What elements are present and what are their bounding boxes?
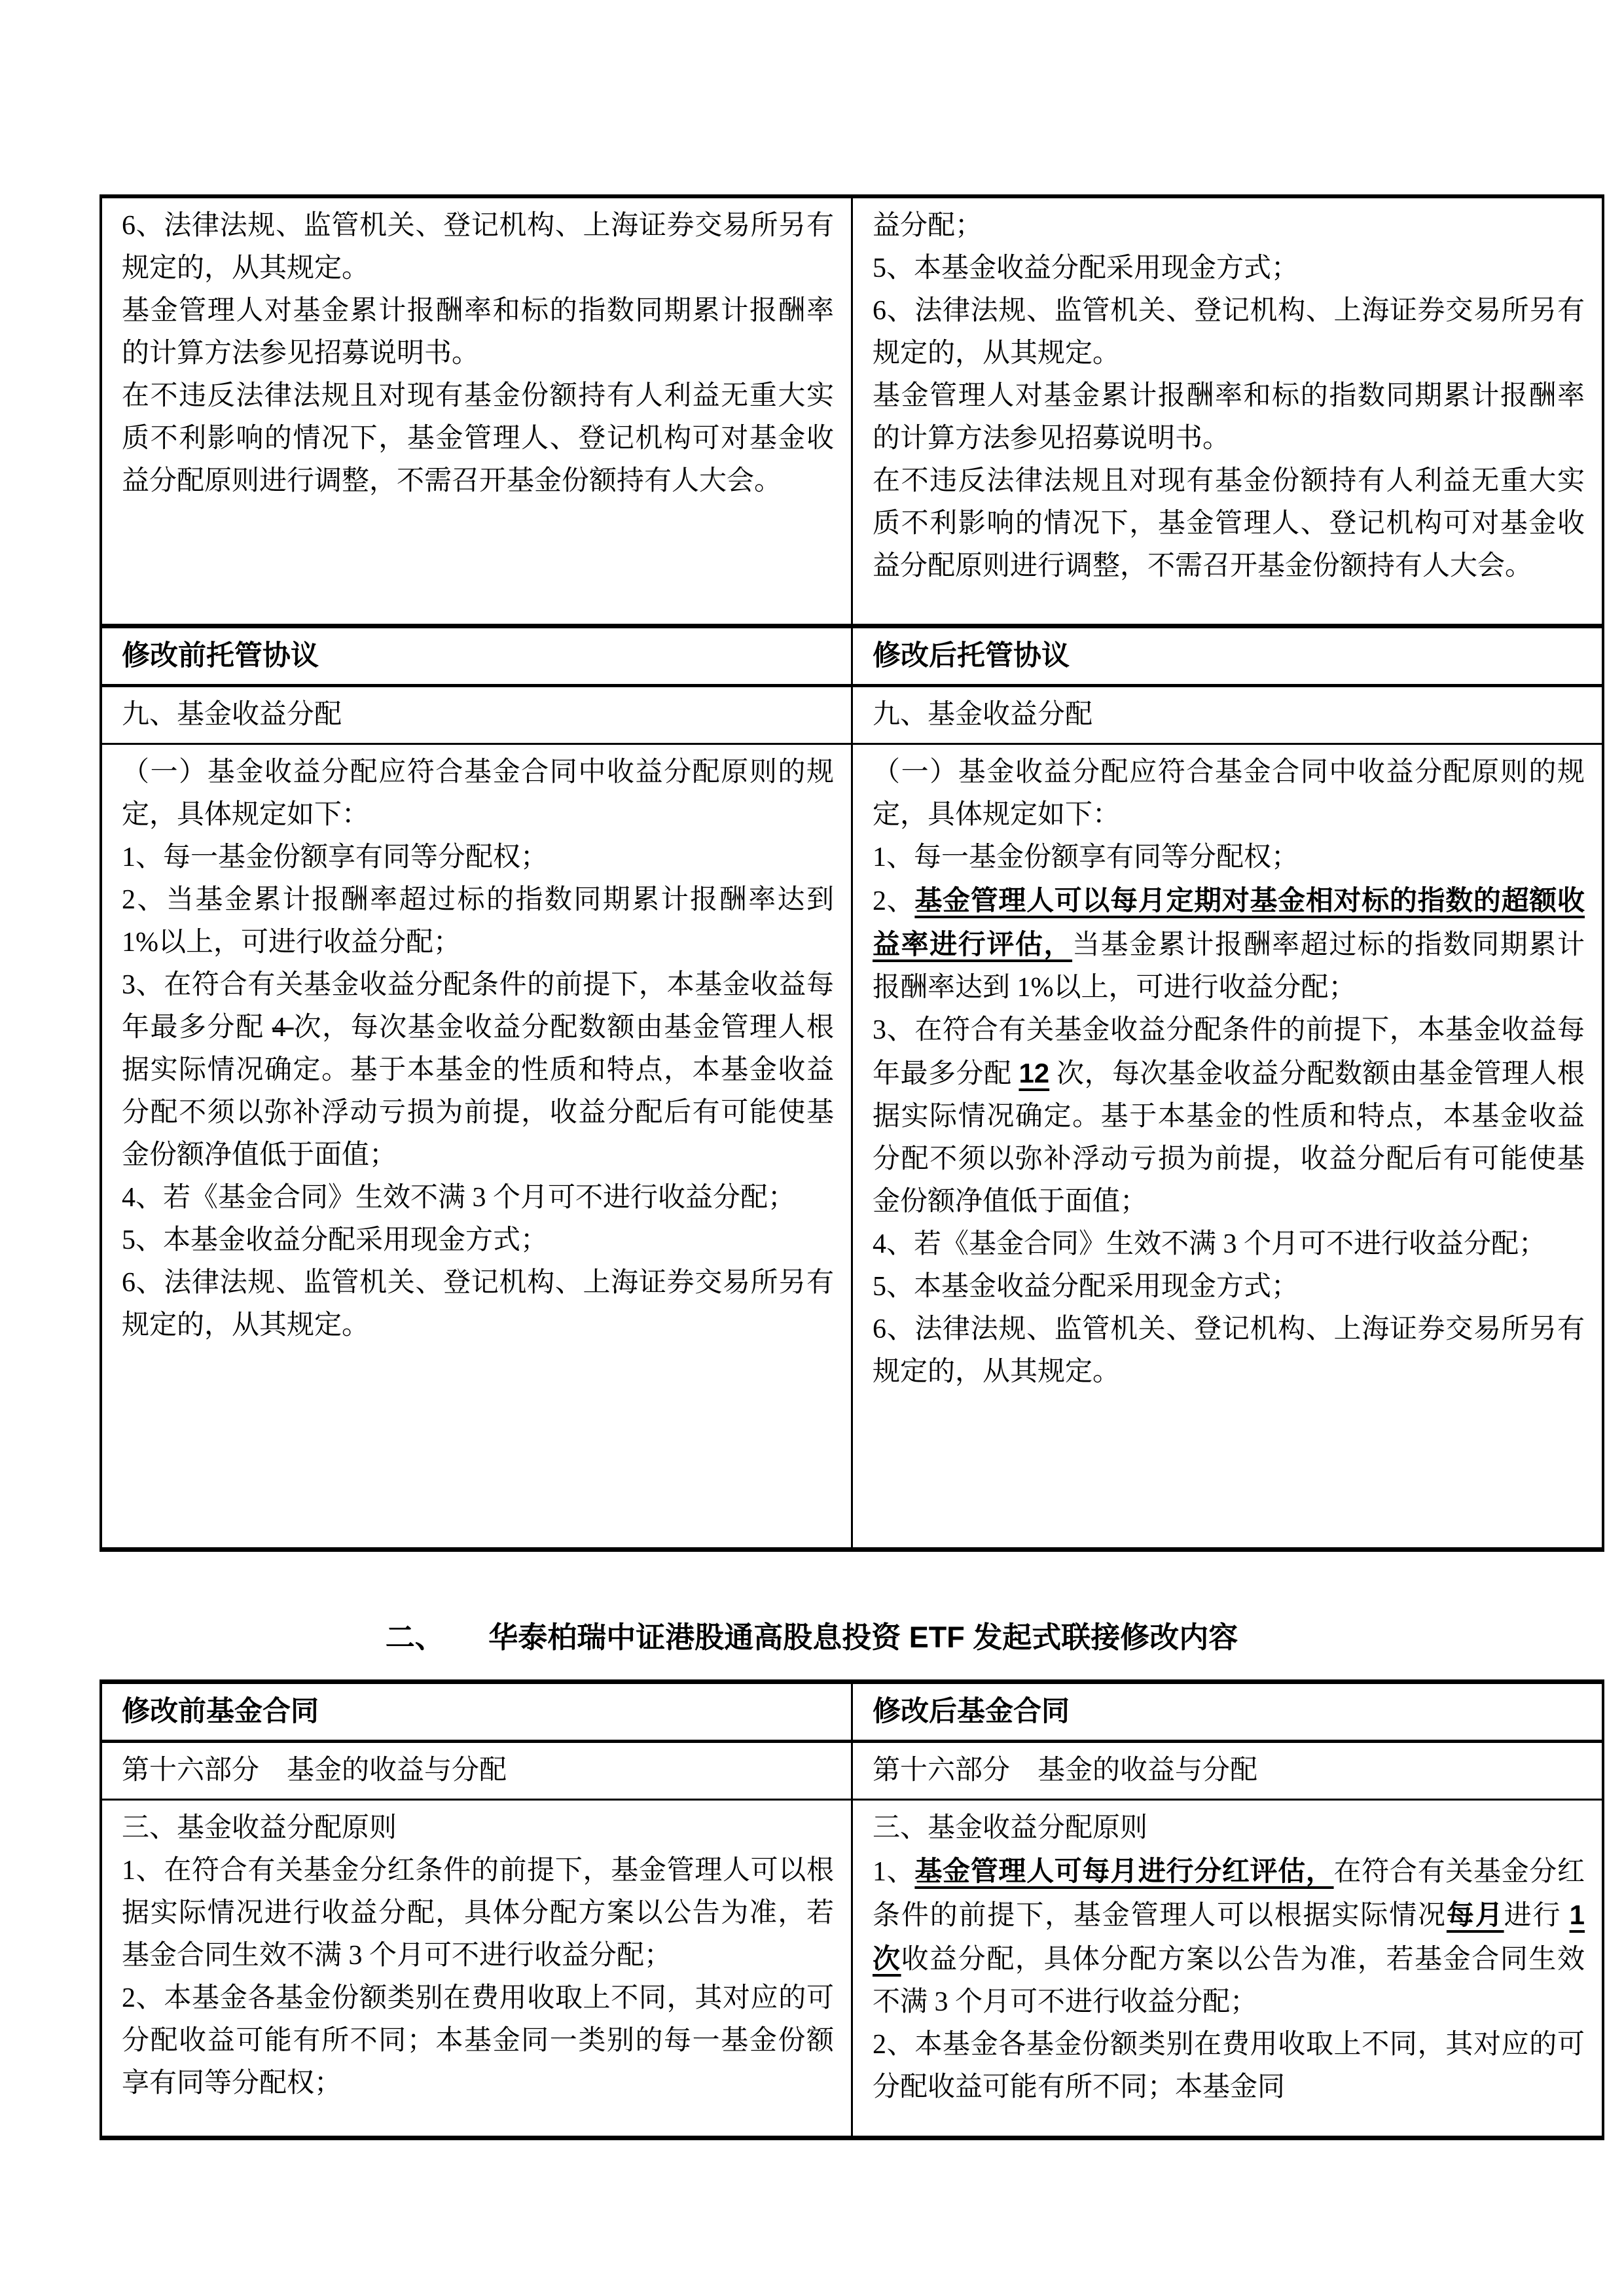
text-run: 1、 (873, 1857, 915, 1887)
text-run: 在不违反法律法规且对现有基金份额持有人利益无重大实质不利影响的情况下，基金管理人、登记机构可对基金收益分配原则进行调整，不需召开基金份额持有人大会。 (122, 381, 834, 496)
paragraph (873, 290, 1585, 375)
text-run: 1、每一基金份额享有同等分配权； (873, 842, 1299, 872)
added-text-run: 基金管理人可以每月定期对基金相对标的指数的超额收益率进行评估， (873, 885, 1585, 960)
paragraph (873, 879, 1585, 1009)
post-modification-custody-header-cell: 修改后托管协议 (852, 626, 1604, 686)
continuation-cell-after (852, 196, 1604, 626)
paragraph (873, 205, 1585, 247)
pre-modification-contract-header-cell: 修改前基金合同 (101, 1682, 852, 1742)
part-cell-after: 第十六部分 基金的收益与分配 (852, 1742, 1604, 1800)
added-text-run: 每月 (1446, 1899, 1504, 1930)
text-run: 基金管理人对基金累计报酬率和标的指数同期累计报酬率的计算方法参见招募说明书。 (873, 381, 1585, 454)
text-run: 进行 (1504, 1901, 1570, 1931)
paragraph (122, 1219, 834, 1262)
post-modification-contract-header-cell: 修改后基金合同 (852, 1682, 1604, 1742)
fund-contract-comparison-table (99, 1679, 1604, 2140)
text-run: 2、 (873, 886, 915, 916)
text-run: 三、基金收益分配原则 (873, 1813, 1148, 1843)
part-sixteen-row (101, 1742, 1603, 1800)
paragraph (873, 1266, 1585, 1308)
paragraph (122, 751, 834, 836)
text-run: 在不违反法律法规且对现有基金份额持有人利益无重大实质不利影响的情况下，基金管理人、登记机构可对基金收益分配原则进行调整，不需召开基金份额持有人大会。 (873, 466, 1585, 581)
text-run: 收益分配，具体分配方案以公告为准，若基金合同生效不满 3 个月可不进行收益分配； (873, 1945, 1585, 2017)
paragraph (873, 1807, 1585, 1850)
paragraph (873, 836, 1585, 879)
top-margin (0, 0, 1624, 194)
paragraph (122, 375, 834, 503)
text-run: 2、当基金累计报酬率超过标的指数同期累计报酬率达到 1%以上，可进行收益分配； (122, 885, 834, 958)
paragraph (122, 205, 834, 290)
added-text-run: 12 (1019, 1058, 1050, 1088)
text-run: 3、在符合有关基金收益分配条件的前提下，本基金收益每年最多分配 (873, 1015, 1585, 1089)
text-run: 6、法律法规、监管机关、登记机构、上海证券交易所另有规定的，从其规定。 (873, 1314, 1585, 1387)
text-run: 2、本基金各基金份额类别在费用收取上不同，其对应的可分配收益可能有所不同；本基金同 (873, 2030, 1585, 2102)
paragraph (122, 1262, 834, 1347)
text-run: 6、法律法规、监管机关、登记机构、上海证券交易所另有规定的，从其规定。 (122, 211, 834, 283)
continuation-cell-before (101, 196, 852, 626)
fund-contract-header-row (101, 1682, 1603, 1742)
text-run: （一）基金收益分配应符合基金合同中收益分配原则的规定，具体规定如下： (122, 757, 834, 830)
text-run: 2、本基金各基金份额类别在费用收取上不同，其对应的可分配收益可能有所不同；本基金同一类别的每一基金份额享有同等分配权； (122, 1983, 834, 2098)
text-run: 1、每一基金份额享有同等分配权； (122, 842, 549, 872)
paragraph (873, 375, 1585, 460)
continuation-row (101, 196, 1603, 626)
section-cell-before: 九、基金收益分配 (101, 686, 852, 744)
text-run: 5、本基金收益分配采用现金方式； (122, 1225, 549, 1255)
section-two-title: 二、 华泰柏瑞中证港股通高股息投资 ETF 发起式联接修改内容 (385, 1621, 1238, 1654)
principles-cell-after (852, 1800, 1604, 2138)
paragraph (873, 247, 1585, 290)
text-run: 益分配； (873, 211, 983, 241)
paragraph (122, 1850, 834, 1977)
text-run: 6、法律法规、监管机关、登记机构、上海证券交易所另有规定的，从其规定。 (122, 1268, 834, 1340)
pre-modification-custody-header-cell: 修改前托管协议 (101, 626, 852, 686)
paragraph (122, 1177, 834, 1219)
paragraph (122, 836, 834, 879)
paragraph (122, 879, 834, 964)
distribution-principles-row (101, 1800, 1603, 2138)
paragraph (873, 1308, 1585, 1393)
text-run: 6、法律法规、监管机关、登记机构、上海证券交易所另有规定的，从其规定。 (873, 296, 1585, 368)
added-text-run: 1 次 (873, 1899, 1585, 1974)
principles-cell-before (101, 1800, 852, 2138)
paragraph (122, 1807, 834, 1850)
text-run: 3、在符合有关基金收益分配条件的前提下，本基金收益每年最多分配 (122, 970, 834, 1043)
paragraph (873, 460, 1585, 588)
distribution-rules-cell-after (852, 744, 1604, 1550)
part-cell-before: 第十六部分 基金的收益与分配 (101, 1742, 852, 1800)
paragraph (873, 1223, 1585, 1266)
custody-header-row (101, 626, 1603, 686)
paragraph (122, 290, 834, 375)
added-text-run: 基金管理人可每月进行分红评估， (914, 1856, 1334, 1886)
paragraph (122, 1977, 834, 2105)
text-run: 次，每次基金收益分配数额由基金管理人根据实际情况确定。基于本基金的性质和特点，本基金收益分配不须以弥补浮动亏损为前提，收益分配后有可能使基金份额净值低于面值； (873, 1059, 1585, 1217)
deleted-text-run: 4 (272, 1013, 294, 1043)
text-run: 三、基金收益分配原则 (122, 1813, 397, 1843)
distribution-rules-cell-before (101, 744, 852, 1550)
text-run: 基金管理人对基金累计报酬率和标的指数同期累计报酬率的计算方法参见招募说明书。 (122, 296, 834, 368)
paragraph (873, 1009, 1585, 1223)
text-run: 在符合有关基金分红条件的前提下，基金管理人可以根据实际情况 (873, 1857, 1585, 1931)
paragraph (873, 2024, 1585, 2109)
text-run: 4、若《基金合同》生效不满 3 个月可不进行收益分配； (873, 1229, 1547, 1259)
text-run: 5、本基金收益分配采用现金方式； (873, 253, 1299, 283)
paragraph (873, 1850, 1585, 2024)
text-run: 1、在符合有关基金分红条件的前提下，基金管理人可以根据实际情况进行收益分配，具体分配方案以公告为准，若基金合同生效不满 3 个月可不进行收益分配； (122, 1856, 834, 1971)
income-distribution-section-row (101, 686, 1603, 744)
text-run: （一）基金收益分配应符合基金合同中收益分配原则的规定，具体规定如下： (873, 757, 1585, 830)
text-run: 当基金累计报酬率超过标的指数同期累计报酬率达到 1%以上，可进行收益分配； (873, 930, 1585, 1003)
paragraph (122, 964, 834, 1177)
section-cell-after: 九、基金收益分配 (852, 686, 1604, 744)
text-run: 次，每次基金收益分配数额由基金管理人根据实际情况确定。基于本基金的性质和特点，本基金收益分配不须以弥补浮动亏损为前提，收益分配后有可能使基金份额净值低于面值； (122, 1013, 834, 1170)
income-distribution-body-row (101, 744, 1603, 1550)
paragraph (873, 751, 1585, 836)
text-run: 4、若《基金合同》生效不满 3 个月可不进行收益分配； (122, 1183, 796, 1213)
text-run: 5、本基金收益分配采用现金方式； (873, 1272, 1299, 1302)
custody-agreement-comparison-table (99, 194, 1604, 1552)
